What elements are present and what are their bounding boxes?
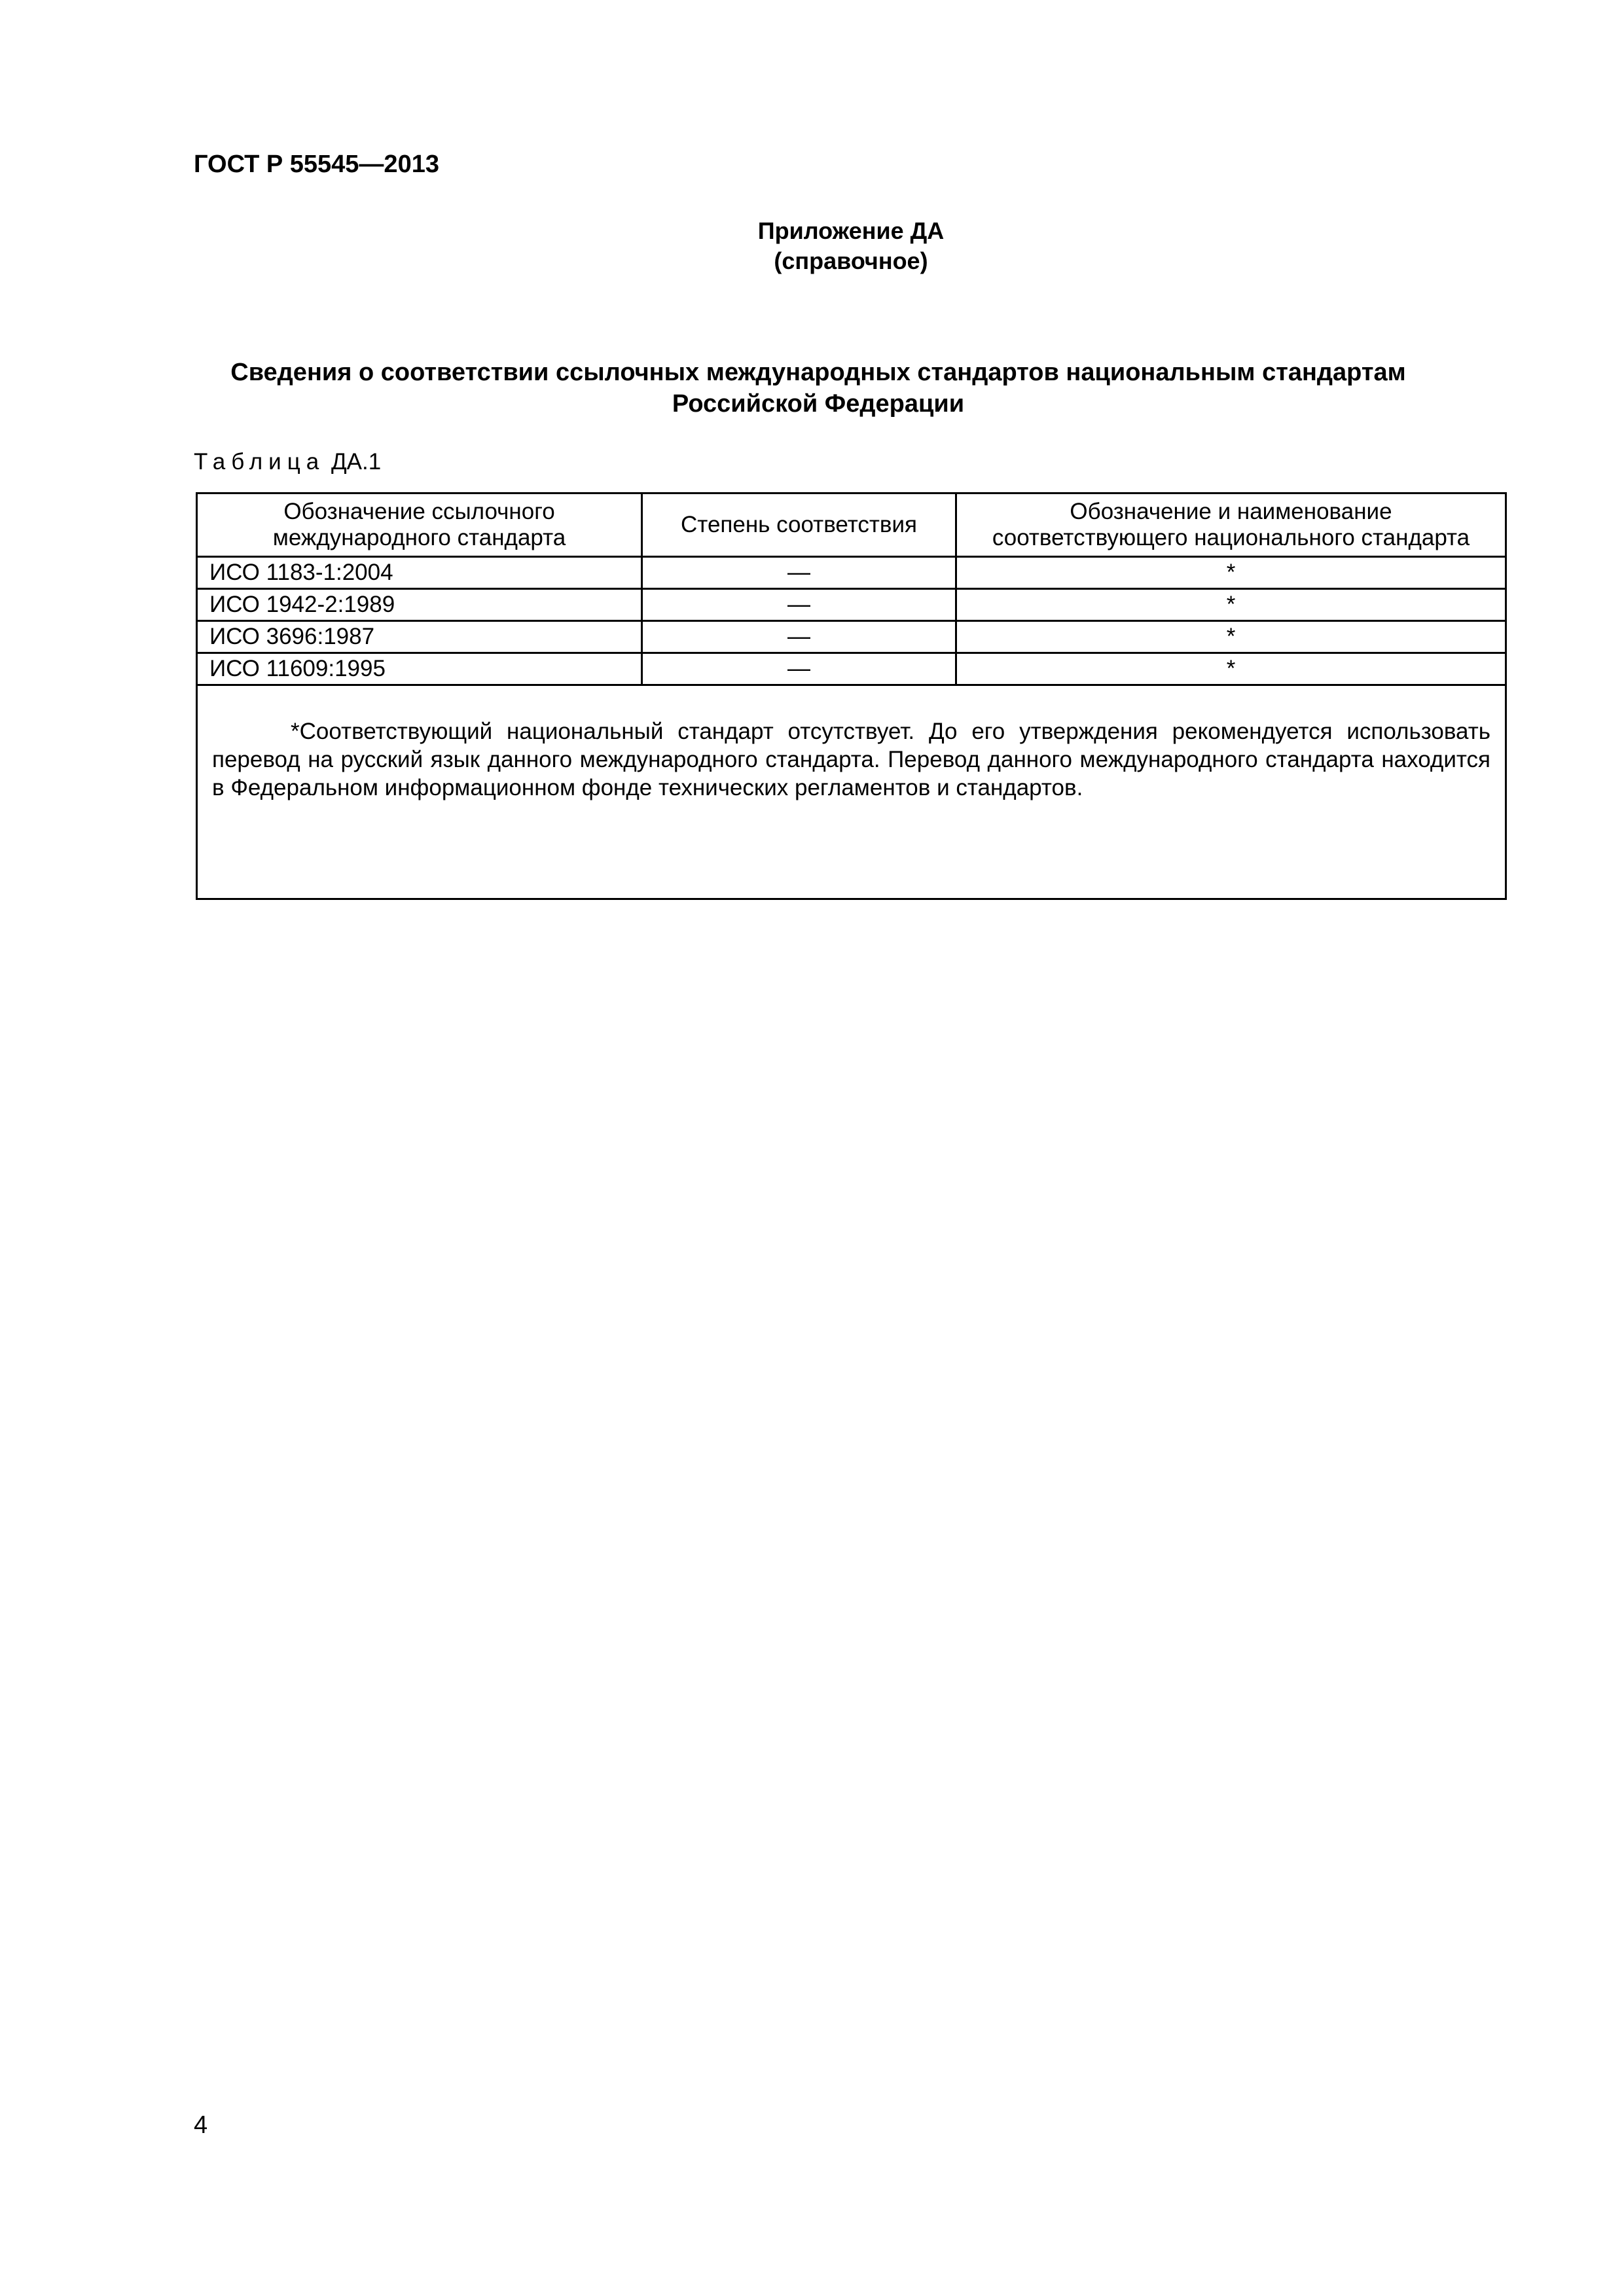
- appendix-heading: [655, 216, 1047, 276]
- header-standard: [197, 493, 642, 557]
- header-national-line-2: соответствующего национального стандарта: [992, 525, 1470, 550]
- cell-national: *: [956, 557, 1506, 589]
- header-standard-line-1: Обозначение ссылочного: [283, 499, 555, 524]
- cell-degree: —: [642, 589, 956, 621]
- table-header-row: [197, 493, 1506, 557]
- cell-national: *: [956, 621, 1506, 653]
- table-caption-number: ДА.1: [331, 449, 382, 475]
- cell-national: *: [956, 589, 1506, 621]
- table-row: [197, 589, 1506, 621]
- header-national-line-1: Обозначение и наименование: [1070, 499, 1392, 524]
- table-row: [197, 653, 1506, 685]
- header-degree-line-1: Степень соответствия: [681, 512, 917, 537]
- table-caption-label: Таблица: [194, 449, 325, 475]
- cell-degree: —: [642, 621, 956, 653]
- page-number: 4: [194, 2111, 208, 2139]
- appendix-title: Приложение ДА: [757, 217, 945, 244]
- table-footnote: *Соответствующий национальный стандарт отсутствует. До его утверждения рекомендуется использовать перевод на русский язык данного международного стандарта. Перевод данного международного стандарта находится в Федеральном информационном фонде технических регламентов и стандартов.: [212, 719, 1490, 800]
- cell-standard: ИСО 3696:1987: [197, 621, 642, 653]
- header-degree: [642, 493, 956, 557]
- cell-degree: —: [642, 653, 956, 685]
- header-national: [956, 493, 1506, 557]
- table-footnote-row: [197, 685, 1506, 899]
- table-row: [197, 557, 1506, 589]
- title-line-2: Российской Федерации: [672, 390, 965, 418]
- table-footnote-cell: [197, 685, 1506, 899]
- standards-table: [196, 492, 1507, 900]
- cell-degree: —: [642, 557, 956, 589]
- document-title: [194, 357, 1443, 420]
- document-code: ГОСТ Р 55545—2013: [194, 151, 439, 178]
- cell-standard: ИСО 1183-1:2004: [197, 557, 642, 589]
- cell-national: *: [956, 653, 1506, 685]
- header-standard-line-2: международного стандарта: [272, 525, 566, 550]
- cell-standard: ИСО 1942-2:1989: [197, 589, 642, 621]
- table-row: [197, 621, 1506, 653]
- cell-standard: ИСО 11609:1995: [197, 653, 642, 685]
- table-caption: [194, 450, 381, 473]
- appendix-type: (справочное): [774, 247, 928, 274]
- title-line-1: Сведения о соответствии ссылочных международных стандартов национальным стандартам: [230, 359, 1406, 386]
